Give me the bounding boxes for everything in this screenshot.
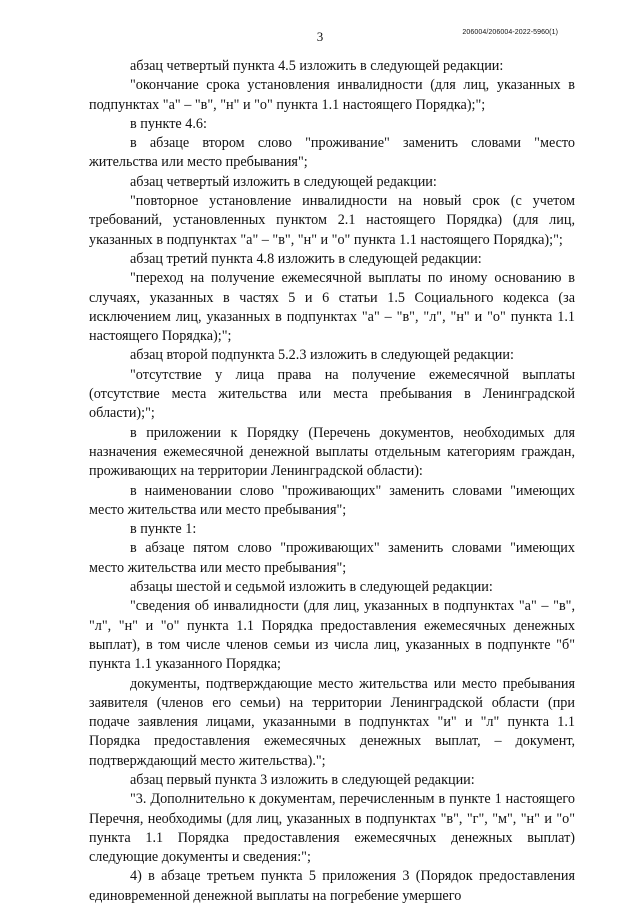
paragraph: "переход на получение ежемесячной выплаты по иному основанию в случаях, указанных в частях 5 и 6 статьи 1.5 Социального кодекса (за исключением лиц, указанных в подпунктах "а" – "в", "л", "н" и "о" пункта 1.1 настоящего Порядка);"; — [89, 270, 575, 345]
paragraph: абзац четвертый пункта 4.5 изложить в следующей редакции: — [130, 58, 504, 74]
paragraph: в пункте 1: — [130, 521, 197, 538]
paragraph: в наименовании слово "проживающих" заменить словами "имеющих место жительства или место пребывания"; — [89, 482, 575, 518]
paragraph: абзац второй подпункта 5.2.3 изложить в следующей редакции: — [130, 347, 514, 364]
paragraph: "окончание срока установления инвалидности (для лиц, указанных в подпунктах "а" – "в", "н" и "о" пункта 1.1 настоящего Порядка);"; — [89, 77, 575, 113]
paragraph: "3. Дополнительно к документам, перечисленным в пункте 1 настоящего Перечня, необходимы (для лиц, указанных в подпунктах "в", "г", "м", "н" и "о" пункта 1.1 Порядка предоставления ежемесячных денежных выплат) следующие документы и сведения:"; — [89, 791, 575, 866]
paragraph: абзацы шестой и седьмой изложить в следующей редакции: — [130, 579, 493, 596]
paragraph: в приложении к Порядку (Перечень документов, необходимых для назначения ежемесячной денежной выплаты отдельным категориям граждан, проживающих на территории Ленинградской области): — [89, 424, 575, 480]
paragraph: "сведения об инвалидности (для лиц, указанных в подпунктах "а" – "в", "л", "н" и "о" пункта 1.1 Порядка предоставления ежемесячных денежных выплат), в том числе членов семьи из числа лиц, указанных в подпункте "б" пункта 1.1 указанного Порядка; — [89, 598, 575, 673]
page-number: 3 — [316, 29, 324, 44]
paragraph: абзац третий пункта 4.8 изложить в следующей редакции: — [130, 250, 482, 267]
document-body — [89, 57, 575, 906]
paragraph: в пункте 4.6: — [130, 115, 207, 132]
paragraph: в абзаце втором слово "проживание" заменить словами "место жительства или место пребывания"; — [89, 135, 575, 171]
paragraph: "отсутствие у лица права на получение ежемесячной выплаты (отсутствие места жительства или места пребывания в Ленинградской области);"; — [89, 366, 575, 422]
document-id: 206004/206004-2022-5960(1) — [462, 29, 558, 36]
paragraph: 4) в абзаце третьем пункта 5 приложения 3 (Порядок предоставления единовременной денежной выплаты на погребение умершего — [89, 868, 575, 904]
paragraph: "повторное установление инвалидности на новый срок (с учетом требований, установленных пунктом 2.1 настоящего Порядка) (для лиц, указанных в подпунктах "а" – "в", "н" и "о" пункта 1.1 настоящего Порядка);"; — [89, 193, 575, 248]
paragraph: абзац первый пункта 3 изложить в следующей редакции: — [130, 771, 475, 788]
paragraph: в абзаце пятом слово "проживающих" заменить словами "имеющих место жительства или место пребывания"; — [89, 540, 575, 576]
paragraph: абзац четвертый изложить в следующей редакции: — [130, 173, 437, 190]
paragraph: документы, подтверждающие место жительства или место пребывания заявителя (членов его семьи) на территории Ленинградской области (при подаче заявления лицами, указанными в подпунктах "и" и "л" пункта 1.1 Порядка предоставления ежемесячных денежных выплат, – документ, подтверждающий место жительства)."; — [89, 675, 575, 769]
